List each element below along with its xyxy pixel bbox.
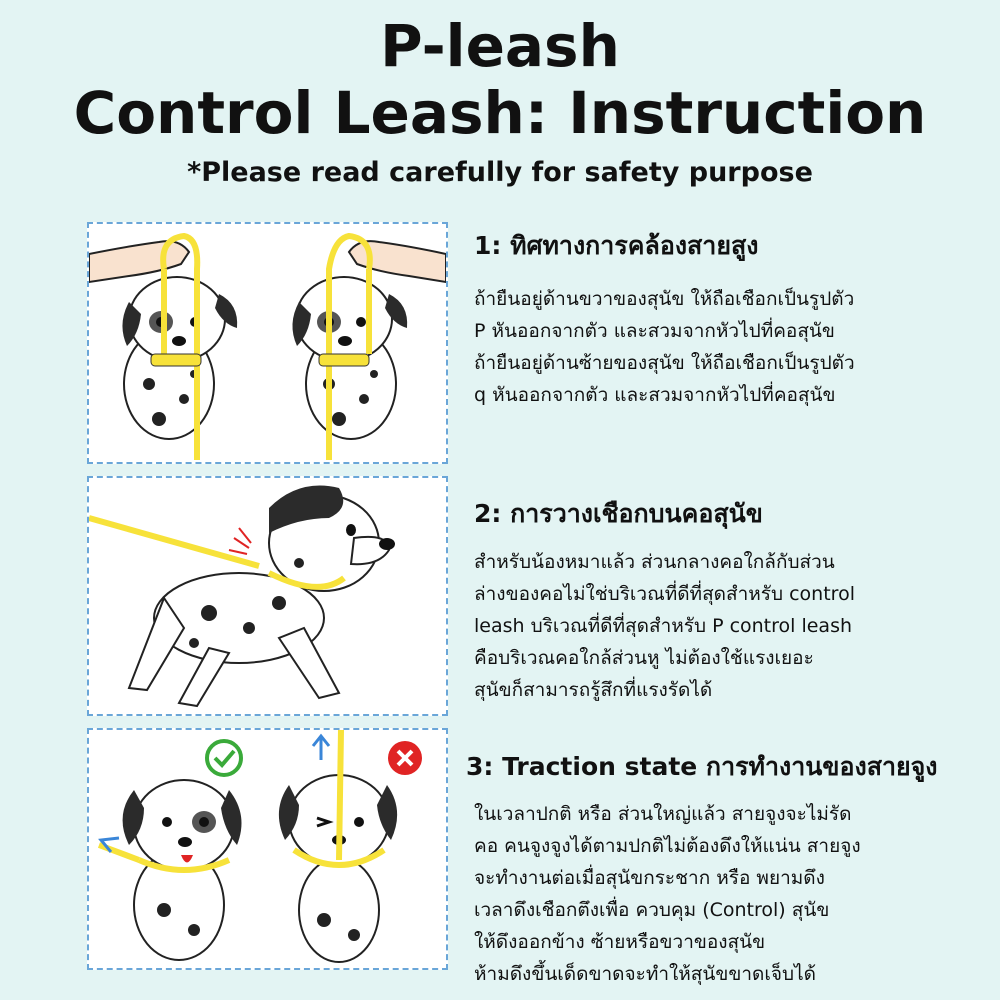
step2-line: สำหรับน้องหมาแล้ว ส่วนกลางคอใกล้กับส่วน [474, 551, 835, 573]
step3-line: จะทำงานต่อเมื่อสุนัขกระชาก หรือ พยามดึง [474, 867, 825, 889]
step1-line: ถ้ายืนอยู่ด้านซ้ายของสุนัข ให้ถือเชือกเป็นรูปตัว [474, 352, 855, 374]
step3-line: ให้ดึงออกข้าง ซ้ายหรือขวาของสุนัข [474, 931, 766, 953]
page-subtitle-main: Control Leash: Instruction [73, 79, 927, 147]
step1-illustration [87, 222, 448, 464]
step2-illustration [87, 476, 448, 716]
step1-title: 1: ทิศทางการคล้องสายสูง [474, 231, 759, 260]
dog-wrong-illustration [279, 730, 397, 962]
step1-line: q หันออกจากตัว และสวมจากหัวไปที่คอสุนัข [474, 384, 836, 406]
step3-line: คอ คนจูงจูงได้ตามปกติไม่ต้องดึงให้แน่น สายจูง [474, 835, 861, 857]
safety-note: *Please read carefully for safety purpose [187, 157, 813, 188]
page-title: P-leash [380, 12, 620, 80]
step3-title: 3: Traction state การทำงานของสายจูง [466, 752, 938, 781]
step3-line: ห้ามดึงขึ้นเด็ดขาดจะทำให้สุนัขขาดเจ็บได้ [474, 963, 816, 985]
dog-left-illustration [89, 236, 237, 460]
dog-right-illustration [292, 236, 446, 460]
step3-illustration [87, 728, 448, 970]
step3-line: เวลาดึงเชือกตึงเพื่อ ควบคุม (Control) สุนัข [474, 899, 830, 921]
step2-line: leash บริเวณที่ดีที่สุดสำหรับ P control leash [474, 615, 853, 637]
step3-line: ในเวลาปกติ หรือ ส่วนใหญ่แล้ว สายจูงจะไม่รัด [474, 803, 852, 825]
check-circle-icon [207, 741, 241, 775]
step2-line: สุนัขก็สามารถรู้สึกที่แรงรัดได้ [474, 679, 713, 701]
step1-line: ถ้ายืนอยู่ด้านขวาของสุนัข ให้ถือเชือกเป็นรูปตัว [474, 288, 855, 310]
step2-title: 2: การวางเชือกบนคอสุนัข [474, 499, 763, 528]
x-circle-icon [388, 741, 422, 775]
step2-body [474, 546, 994, 706]
step2-line: คือบริเวณคอใกล้ส่วนหู ไม่ต้องใช้แรงเยอะ [474, 647, 814, 669]
step2-line: ล่างของคอไม่ใช่บริเวณที่ดีที่สุดสำหรับ control [474, 583, 855, 605]
step1-body [474, 283, 994, 411]
running-dog-illustration [89, 486, 395, 707]
step3-body [474, 798, 994, 990]
dog-correct-illustration [99, 780, 242, 960]
step1-line: P หันออกจากตัว และสวมจากหัวไปที่คอสุนัข [474, 320, 835, 342]
